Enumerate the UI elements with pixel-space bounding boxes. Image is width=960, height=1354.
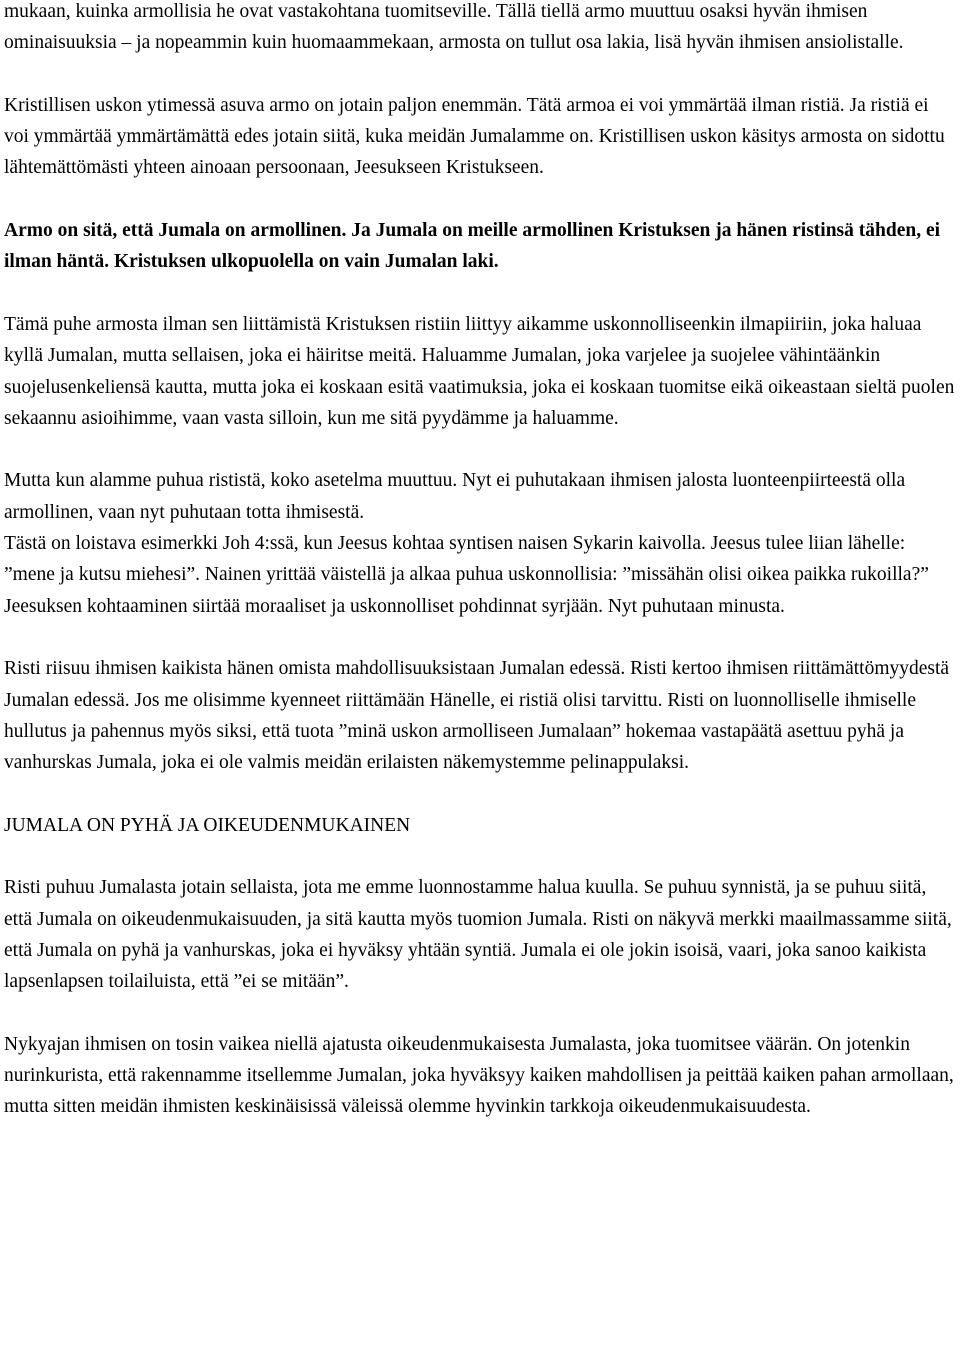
paragraph-grace-and-cross: Kristillisen uskon ytimessä asuva armo on jotain paljon enemmän. Tätä armoa ei voi ymmärtää ilman ristiä. Ja ristiä ei voi ymmärtää ymmärtämättä edes jotain siitä, kuka meidän Jumalamme on. Kristillisen uskon käsitys armosta on sidottu lähtemättömästi yhteen ainoaan persoonaan, Jeesukseen Kristukseen.: [4, 94, 945, 179]
paragraph-john-4-example: Tästä on loistava esimerkki Joh 4:ssä, kun Jeesus kohtaa syntisen naisen Sykarin kaivolla. Jeesus tulee liian lähelle: ”mene ja kutsu miehesi”. Nainen yrittää väistellä ja alkaa puhua uskonnollisia: ”missähän olisi oikea paikka rukoilla?” Jeesuksen kohtaaminen siirtää moraaliset ja uskonnolliset pohdinnat syrjään. Nyt puhutaan minusta.: [4, 533, 929, 617]
paragraph-grace-definition: Armo on sitä, että Jumala on armollinen. Ja Jumala on meille armollinen Kristuksen ja hänen ristinsä tähden, ei ilman häntä. Kristuksen ulkopuolella on vain Jumalan laki.: [4, 220, 941, 273]
paragraph-grace-as-merit: mukaan, kuinka armollisia he ovat vastakohtana tuomitseville. Tällä tiellä armo muuttuu osaksi hyvän ihmisen ominaisuuksia – ja nopeammin kuin huomaammekaan, armosta on tullut osa lakia, lisä hyvän ihmisen ansiolistalle.: [4, 1, 904, 54]
paragraph-modern-man-justice: Nykyajan ihmisen on tosin vaikea niellä ajatusta oikeudenmukaisesta Jumalasta, joka tuomitsee väärän. On jotenkin nurinkurista, että rakennamme itsellemme Jumalan, joka hyväksyy kaiken mahdollisen ja peittää kaiken pahan armollaan, mutta sitten meidän ihmisten keskinäisissä väleissä olemme hyvinkin tarkkoja oikeudenmukaisuudesta.: [4, 1033, 954, 1118]
section-heading: JUMALA ON PYHÄ JA OIKEUDENMUKAINEN: [4, 814, 411, 836]
document-page: [4, 0, 956, 1154]
paragraph-religious-climate: Tämä puhe armosta ilman sen liittämistä Kristuksen ristiin liittyy aikamme uskonnolliseenkin ilmapiiriin, joka haluaa kyllä Jumalan, mutta sellaisen, joka ei häiritse meitä. Haluamme Jumalan, joka varjelee ja suojelee vähintäänkin suojelusenkeliensä kautta, mutta joka ei koskaan esitä vaatimuksia, joka ei koskaan tuomitse eikä oikeastaan sieltä puolen sekaannu asioihimme, vaan vasta silloin, kun me sitä pyydämme ja haluamme.: [4, 313, 955, 429]
paragraph-cross-speaks-of-god: Risti puhuu Jumalasta jotain sellaista, jota me emme luonnostamme halua kuulla. Se puhuu synnistä, ja se puhuu siitä, että Jumala on oikeudenmukaisuuden, ja sitä kautta myös tuomion Jumala. Risti on näkyvä merkki maailmassamme siitä, että Jumala on pyhä ja vanhurskas, joka ei hyväksy yhtään syntiä. Jumala ei ole jokin isoisä, vaari, joka sanoo kaikista lapsenlapsen toilailuista, että ”ei se mitään”.: [4, 877, 952, 993]
paragraph-cross-changes-setting: Mutta kun alamme puhua rististä, koko asetelma muuttuu. Nyt ei puhutakaan ihmisen jalosta luonteenpiirteestä olla armollinen, vaan nyt puhutaan totta ihmisestä.: [4, 470, 906, 523]
paragraph-cross-strips-man: Risti riisuu ihmisen kaikista hänen omista mahdollisuuksistaan Jumalan edessä. Risti kertoo ihmisen riittämättömyydestä Jumalan edessä. Jos me olisimme kyenneet riittämään Hänelle, ei ristiä olisi tarvittu. Risti on luonnolliselle ihmiselle hullutus ja pahennus myös siksi, että tuota ”minä uskon armolliseen Jumalaan” hokemaa vastapäätä asettuu pyhä ja vanhurskas Jumala, joka ei ole valmis meidän erilaisten näkemystemme pelinappulaksi.: [4, 658, 950, 774]
